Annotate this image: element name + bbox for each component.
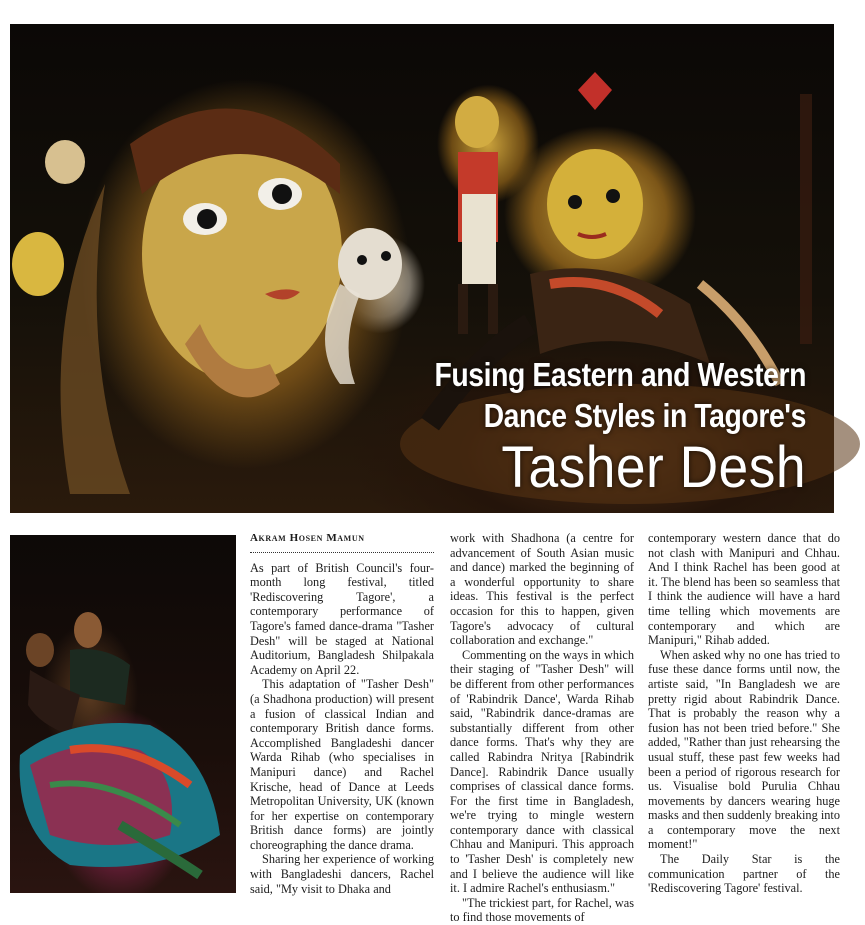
byline: Akram Hosen Mamun: [250, 531, 434, 553]
headline-line-2: Dance Styles in Tagore's: [483, 397, 806, 434]
paragraph: work with Shadhona (a centre for advancement of South Asian music and dance) marked the beginning of a wonderful opportunity to share ideas. This festival is the perfect occasion for this to happen, given Tagore's advocacy of cultural collaboration and exchange.": [450, 531, 634, 648]
paragraph: The Daily Star is the communication partner of the 'Rediscovering Tagore' festival.: [648, 852, 840, 896]
article-column-3: [648, 531, 840, 896]
paragraph: When asked why no one has tried to fuse these dance forms until now, the artiste said, "In Bangladesh we are pretty rigid about Rabindrik Dance. That is probably the reason why a fusion has not been tried before." She added, "Rather than just rehearsing the usual stuff, these past few weeks had been a period of rigorous research for us. Visualise bold Purulia Chhau movements by dancers wearing huge masks and then suddenly breaking into a contemporary move the next moment!": [648, 647, 840, 852]
paragraph: "The trickiest part, for Rachel, was to find those movements of: [450, 895, 634, 925]
hero-photo-masked-dancers: [10, 24, 834, 513]
headline-line-1: Fusing Eastern and Western: [434, 356, 806, 393]
paragraph: Sharing her experience of working with Bangladeshi dancers, Rachel said, "My visit to Dhaka and: [250, 852, 434, 896]
article-headline: [374, 354, 806, 500]
paragraph: contemporary western dance that do not clash with Manipuri and Chhau. And I think Rachel has been good at it. The blend has been so seamless that I think the audience will have a hard time telling which movements are contemporary and which are Manipuri," Rihab added.: [648, 531, 840, 648]
paragraph: Commenting on the ways in which their staging of "Tasher Desh" will be different from other performances of 'Rabindrik Dance', Warda Rihab said, "Rabindrik dance-dramas are substantially different from other dance forms. That's why they are called Rabindra Nritya [Rabindrik Dance]. Rabindrik Dance usually comprises of classical dance forms. For the first time in Bangladesh, we're trying to mingle western contemporary dance with classical Chhau and Manipuri. This approach to 'Tasher Desh' is completely new and I believe the audience will like it. I admire Rachel's enthusiasm.": [450, 647, 634, 896]
headline-line-3: Tasher Desh: [501, 435, 806, 500]
article-column-2: [450, 531, 634, 925]
dancers-photo: [10, 535, 236, 893]
paragraph: As part of British Council's four-month long festival, titled 'Rediscovering Tagore', a contemporary performance of Tagore's famed dance-drama "Tasher Desh" will be staged at National Auditorium, Bangladesh Shilpakala Academy on April 22.: [250, 560, 434, 677]
dancing-couple-illustration: [10, 535, 236, 893]
article-column-1: [250, 531, 434, 896]
paragraph: This adaptation of "Tasher Desh" (a Shadhona production) will present a fusion of classical Indian and contemporary British dance forms. Accomplished Bangladeshi dancer Warda Rihab (who specialises in Manipuri dance) and Rachel Krische, head of Dance at Leeds Metropolitan University, UK (known for her expertise on contemporary British dance forms) are jointly choreographing the dance drama.: [250, 677, 434, 852]
